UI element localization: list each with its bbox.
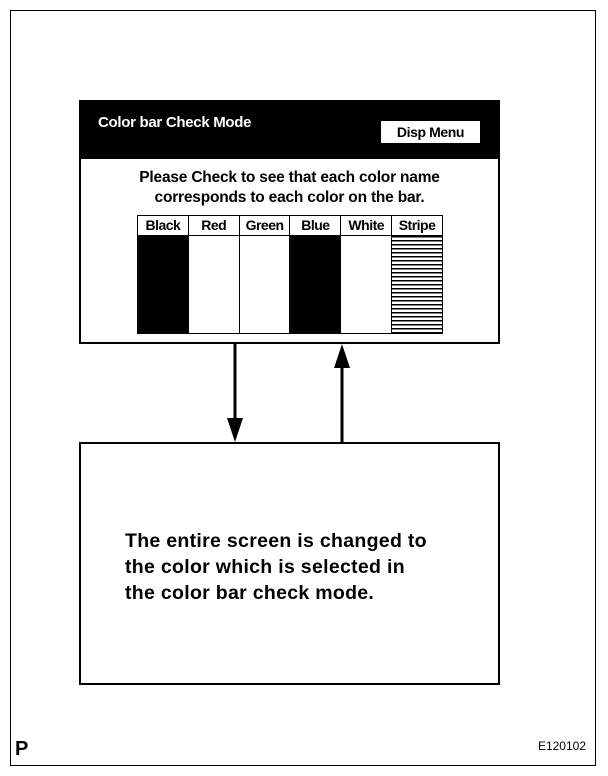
result-description bbox=[125, 528, 427, 606]
result-line-1: The entire screen is changed to bbox=[125, 530, 427, 552]
screen-title: Color bar Check Mode bbox=[98, 114, 252, 131]
full-screen-color-box bbox=[79, 442, 500, 685]
result-line-3: the color bar check mode. bbox=[125, 582, 375, 604]
color-bar-label: Red bbox=[189, 216, 239, 236]
disp-menu-button[interactable]: Disp Menu bbox=[380, 120, 481, 144]
color-bar-label: Blue bbox=[290, 216, 340, 236]
instruction-line-2: corresponds to each color on the bar. bbox=[154, 189, 425, 206]
color-bar-label: White bbox=[341, 216, 391, 236]
instruction-line-1: Please Check to see that each color name bbox=[139, 169, 440, 186]
color-bar-label: Black bbox=[138, 216, 188, 236]
down-arrow-head bbox=[227, 418, 243, 442]
color-bar-label: Green bbox=[240, 216, 290, 236]
color-bar-label: Stripe bbox=[392, 216, 442, 236]
result-line-2: the color which is selected in bbox=[125, 556, 405, 578]
corner-letter: P bbox=[15, 738, 29, 760]
up-arrow-head bbox=[334, 344, 350, 368]
figure-code: E120102 bbox=[537, 739, 586, 753]
